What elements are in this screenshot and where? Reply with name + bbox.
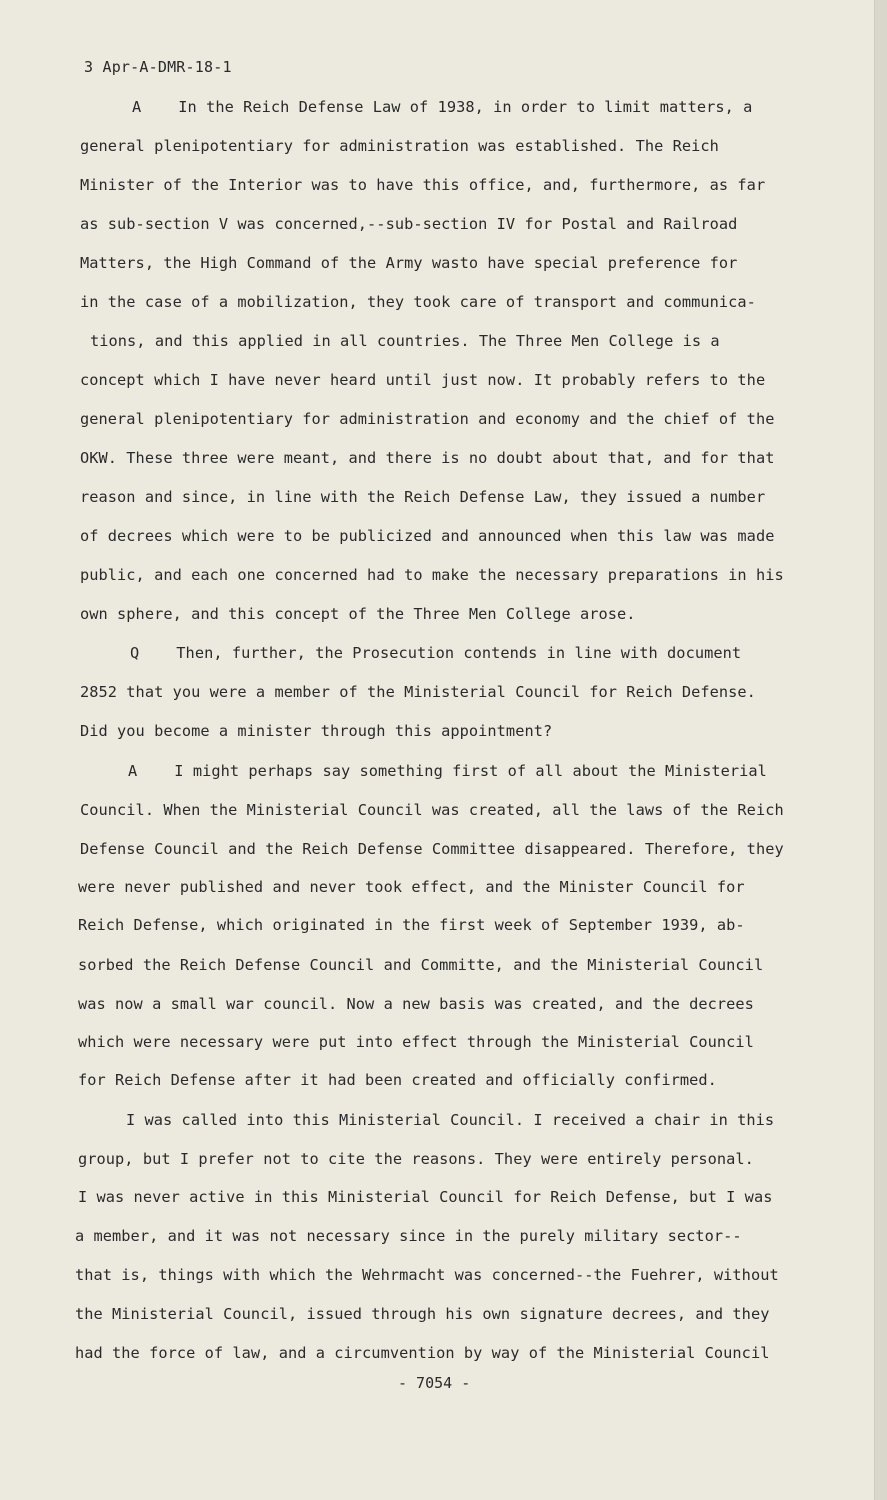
document-header: 3 Apr-A-DMR-18-1 — [84, 58, 232, 76]
text-line: as sub-section V was concerned,--sub-section IV for Postal and Railroad — [80, 215, 738, 233]
text-line: Did you become a minister through this appointment? — [80, 722, 553, 740]
text-line: Matters, the High Command of the Army wasto have special preference for — [80, 254, 738, 272]
text-line: the Ministerial Council, issued through his own signature decrees, and they — [75, 1305, 770, 1323]
text-line: a member, and it was not necessary since in the purely military sector-- — [75, 1227, 742, 1245]
text-line: sorbed the Reich Defense Council and Committe, and the Ministerial Council — [78, 956, 764, 974]
text-line: tions, and this applied in all countries. The Three Men College is a — [90, 332, 720, 350]
text-line: for Reich Defense after it had been created and officially confirmed. — [78, 1071, 717, 1089]
text-line: Council. When the Ministerial Council was created, all the laws of the Reich — [80, 801, 784, 819]
text-line: group, but I prefer not to cite the reasons. They were entirely personal. — [78, 1150, 754, 1168]
text-line: public, and each one concerned had to make the necessary preparations in his — [80, 566, 784, 584]
text-line: A In the Reich Defense Law of 1938, in order to limit matters, a — [132, 98, 753, 116]
text-line: OKW. These three were meant, and there is no doubt about that, and for that — [80, 449, 775, 467]
text-line: I was called into this Ministerial Council. I received a chair in this — [126, 1111, 775, 1129]
text-line: 2852 that you were a member of the Ministerial Council for Reich Defense. — [80, 683, 756, 701]
text-line: Q Then, further, the Prosecution contends in line with document — [130, 644, 742, 662]
text-line: Reich Defense, which originated in the first week of September 1939, ab- — [78, 916, 745, 934]
text-line: Defense Council and the Reich Defense Committee disappeared. Therefore, they — [80, 840, 784, 858]
text-line: general plenipotentiary for administration and economy and the chief of the — [80, 410, 775, 428]
text-line: had the force of law, and a circumvention by way of the Ministerial Council — [75, 1344, 770, 1362]
text-line: A I might perhaps say something first of all about the Ministerial — [128, 762, 767, 780]
text-line: Minister of the Interior was to have this office, and, furthermore, as far — [80, 176, 766, 194]
text-line: concept which I have never heard until just now. It probably refers to the — [80, 371, 766, 389]
text-line: I was never active in this Ministerial Council for Reich Defense, but I was — [78, 1188, 773, 1206]
text-line: in the case of a mobilization, they took care of transport and communica- — [80, 293, 756, 311]
text-line: of decrees which were to be publicized and announced when this law was made — [80, 527, 775, 545]
text-line: general plenipotentiary for administration was established. The Reich — [80, 137, 719, 155]
text-line: were never published and never took effect, and the Minister Council for — [78, 878, 745, 896]
text-line: was now a small war council. Now a new basis was created, and the decrees — [78, 995, 754, 1013]
text-line: that is, things with which the Wehrmacht was concerned--the Fuehrer, without — [75, 1266, 779, 1284]
text-line: own sphere, and this concept of the Three Men College arose. — [80, 605, 636, 623]
page-number: - 7054 - — [398, 1374, 471, 1392]
text-line: reason and since, in line with the Reich Defense Law, they issued a number — [80, 488, 766, 506]
text-line: which were necessary were put into effect through the Ministerial Council — [78, 1033, 754, 1051]
